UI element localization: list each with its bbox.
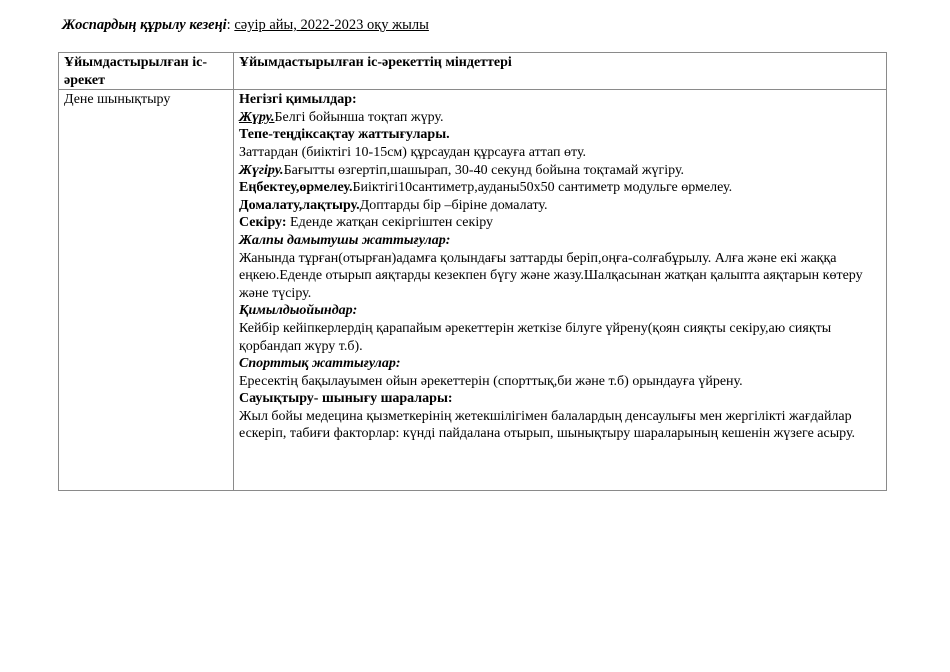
- sport-exercises-title: Спорттық жаттығулар:: [239, 356, 401, 372]
- jump-line: [239, 214, 882, 232]
- general-exercises-text: Жанында тұрған(отырған)адамға қолындағы заттарды беріп,оңға-солғабұрылу. Алға және екі жаққа еңкею.Еденде отырып аяқтарды кезекпен бүгу және жазу.Шалқасынан жатқан қалыпта аяқтарын көтеру және түсіру.: [239, 250, 863, 301]
- run-text: Бағытты өзгертіп,шашырап, 30-40 секунд бойына тоқтамай жүгіру.: [283, 162, 685, 178]
- basic-movements-title: Негізгі қимылдар:: [239, 92, 357, 108]
- run-line: [239, 162, 882, 180]
- activity-cell: Дене шынықтыру: [59, 90, 234, 491]
- health-measures-title: Сауықтыру- шынығу шаралары:: [239, 391, 453, 407]
- crawl-label: Еңбектеу,өрмелеу.: [239, 180, 353, 196]
- jump-text: Еденде жатқан секіргіштен секіру: [286, 215, 494, 231]
- crawl-line: [239, 179, 882, 197]
- roll-text: Доптарды бір –біріне домалату.: [359, 197, 548, 213]
- walk-text: Белгі бойынша тоқтап жүру.: [274, 109, 444, 125]
- header-activity: Ұйымдастырылған іс-әрекет: [59, 53, 234, 90]
- walk-label: Жүру.: [239, 109, 275, 125]
- plan-period-value: сәуір айы, 2022-2023 оқу жылы: [234, 17, 429, 33]
- header-objectives: Ұйымдастырылған іс-әрекеттің міндеттері: [234, 53, 887, 90]
- balance-text: Заттардан (биіктігі 10-15см) құрсаудан құрсауға аттап өту.: [239, 144, 587, 160]
- plan-period-label: Жоспардың құрылу кезеңі: [62, 17, 227, 33]
- walk-line: [239, 109, 882, 127]
- movement-games-title: Қимылдыойындар:: [239, 303, 358, 319]
- jump-label: Секіру:: [239, 215, 287, 231]
- balance-title: Тепе-теңдіксақтау жаттығулары.: [239, 127, 450, 143]
- objectives-cell: [234, 90, 887, 491]
- general-exercises-title: Жалпы дамытушы жаттығулар:: [239, 232, 451, 248]
- plan-period-separator: :: [226, 17, 235, 33]
- sport-exercises-text: Ересектің бақылауымен ойын әрекеттерін (спорттық,би және т.б) орындауға үйрену.: [239, 373, 743, 389]
- table-header-row: [59, 53, 887, 90]
- roll-label: Домалату,лақтыру.: [239, 197, 360, 213]
- roll-line: [239, 197, 882, 215]
- plan-table: [58, 52, 887, 491]
- health-measures-text: Жыл бойы медецина қызметкерінің жетекшілігімен балалардың денсаулығы мен жергілікті жағдайлар ескеріп, табиғи факторлар: күнді пайдалана отырып, шынықтыру шараларының кешенін жүзеге асыру.: [239, 408, 856, 442]
- table-row: [59, 90, 887, 491]
- movement-games-text: Кейбір кейіпкерлердің қарапайым әрекеттерін жеткізе білуге үйрену(қоян сияқты секіру,аю сияқты қорбандап жүру т.б).: [239, 320, 832, 354]
- plan-period-heading: [62, 16, 429, 34]
- crawl-text: Биіктігі10сантиметр,ауданы50х50 сантиметр модульге өрмелеу.: [352, 180, 733, 196]
- run-label: Жүгіру.: [239, 162, 284, 178]
